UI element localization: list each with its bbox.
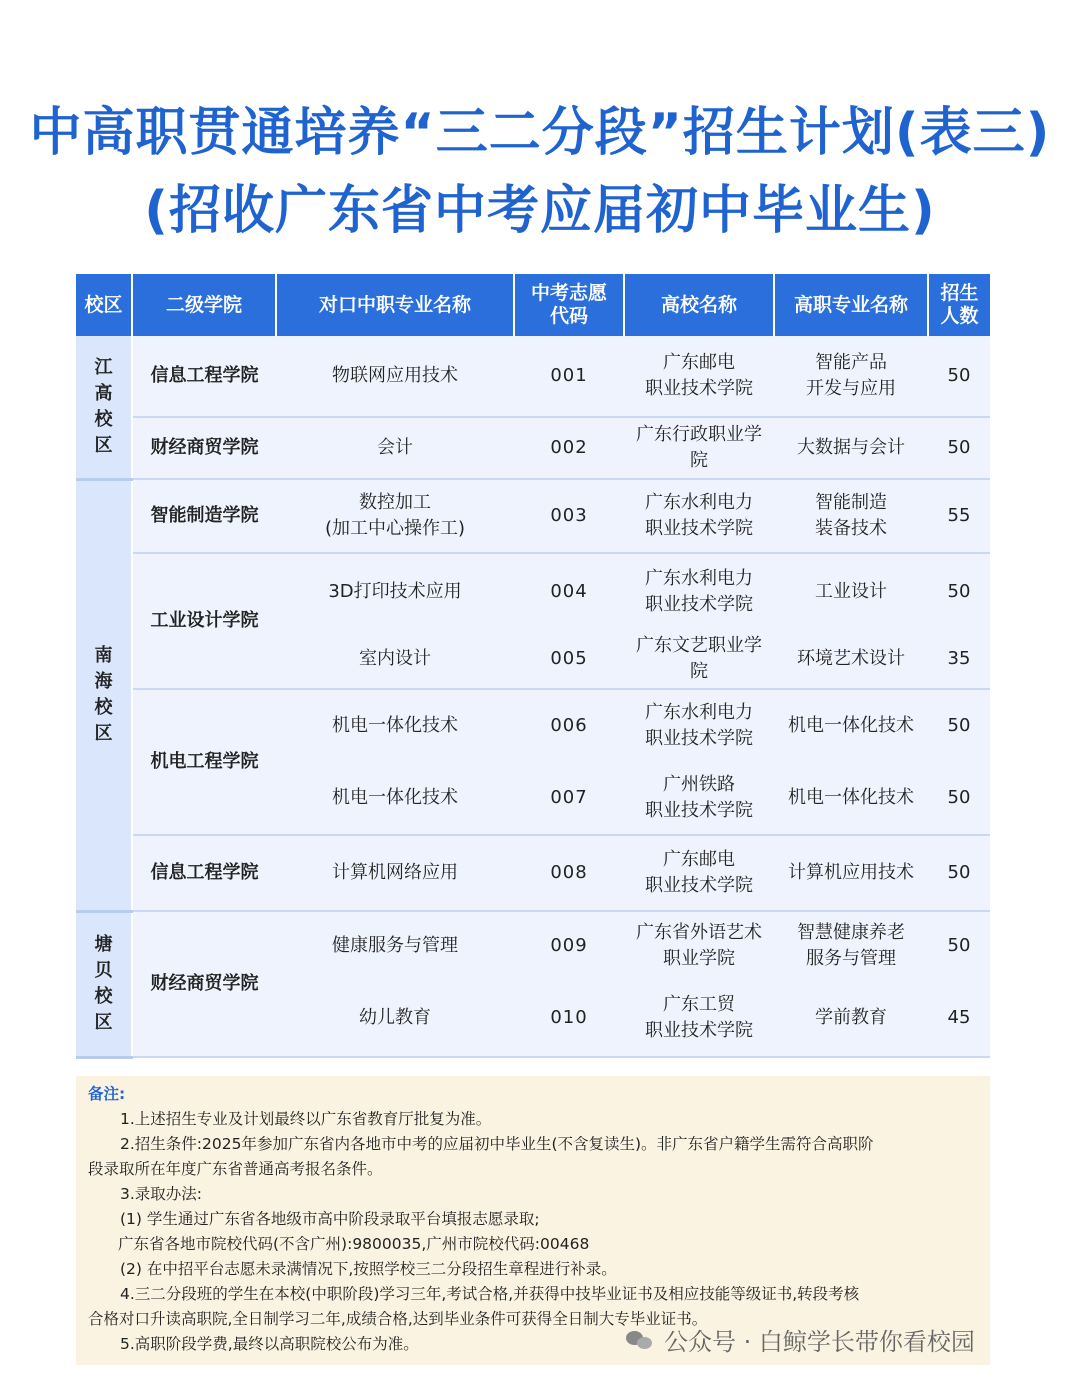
- hmajor-cell: 学前教育: [774, 980, 928, 1057]
- note-2a: 2.招生条件:2025年参加广东省内各地市中考的应届初中毕业生(不含复读生)。非广东省户籍学生需符合高职阶: [120, 1135, 874, 1153]
- note-3c: (2) 在中招平台志愿未录满情况下,按照学校三二分段招生章程进行补录。: [120, 1260, 617, 1278]
- hmajor-cell: 机电一体化技术: [774, 762, 928, 835]
- quota-cell: 50: [928, 911, 990, 980]
- college-cell: 财经商贸学院: [132, 417, 276, 479]
- code-cell: 005: [514, 630, 624, 689]
- quota-cell: 50: [928, 835, 990, 911]
- quota-cell: 50: [928, 417, 990, 479]
- school-cell: 广东水利电力 职业技术学院: [624, 553, 774, 630]
- hmajor-cell: 智能制造 装备技术: [774, 479, 928, 553]
- table-header-row: [76, 274, 990, 336]
- note-1: 1.上述招生专业及计划最终以广东省教育厅批复为准。: [120, 1110, 492, 1128]
- enrollment-plan-table: [76, 274, 990, 1059]
- school-cell: 广东行政职业学院: [624, 417, 774, 479]
- major-cell: 数控加工 (加工中心操作工): [276, 479, 514, 553]
- quota-cell: 50: [928, 762, 990, 835]
- school-cell: 广东水利电力 职业技术学院: [624, 689, 774, 762]
- header-school: 高校名称: [624, 274, 774, 336]
- header-campus: 校区: [76, 274, 132, 336]
- page-subtitle: (招收广东省中考应届初中毕业生): [144, 181, 936, 241]
- header-college: 二级学院: [132, 274, 276, 336]
- code-cell: 004: [514, 553, 624, 630]
- code-cell: 001: [514, 336, 624, 417]
- campus-tangbei: 塘 贝 校 区: [76, 911, 132, 1057]
- hmajor-cell: 智慧健康养老 服务与管理: [774, 911, 928, 980]
- major-cell: 会计: [276, 417, 514, 479]
- table-row: [76, 417, 990, 479]
- watermark-text: 公众号 · 白鲸学长带你看校园: [664, 1328, 975, 1356]
- campus-jianggao: 江 高 校 区: [76, 336, 132, 479]
- hmajor-cell: 大数据与会计: [774, 417, 928, 479]
- page-title: 中高职贯通培养“三二分段”招生计划(表三): [29, 103, 1051, 163]
- header-code: 中考志愿 代码: [514, 274, 624, 336]
- watermark: [626, 1322, 975, 1357]
- code-cell: 003: [514, 479, 624, 553]
- code-cell: 002: [514, 417, 624, 479]
- hmajor-cell: 机电一体化技术: [774, 689, 928, 762]
- major-cell: 幼儿教育: [276, 980, 514, 1057]
- campus-nanhai: 南 海 校 区: [76, 479, 132, 911]
- note-3a: (1) 学生通过广东省各地级市高中阶段录取平台填报志愿录取;: [120, 1210, 540, 1228]
- school-cell: 广东工贸 职业技术学院: [624, 980, 774, 1057]
- table-row: [76, 911, 990, 980]
- notes-heading: 备注:: [88, 1085, 126, 1103]
- note-4a: 4.三二分段班的学生在本校(中职阶段)学习三年,考试合格,并获得中技毕业证书及相应技能等级证书,转段考核: [120, 1285, 860, 1303]
- note-5: 5.高职阶段学费,最终以高职院校公布为准。: [120, 1335, 419, 1353]
- note-3b: 广东省各地市院校代码(不含广州):9800035,广州市院校代码:00468: [118, 1235, 590, 1253]
- college-cell: 信息工程学院: [132, 336, 276, 417]
- note-4b: 合格对口升读高职院,全日制学习二年,成绩合格,达到毕业条件可获得全日制大专毕业证书。: [88, 1310, 708, 1328]
- school-cell: 广东邮电 职业技术学院: [624, 336, 774, 417]
- note-2b: 段录取所在年度广东省普通高考报名条件。: [88, 1160, 383, 1178]
- school-cell: 广东邮电 职业技术学院: [624, 835, 774, 911]
- hmajor-cell: 计算机应用技术: [774, 835, 928, 911]
- quota-cell: 50: [928, 689, 990, 762]
- college-cell: 财经商贸学院: [132, 911, 276, 1057]
- college-cell: 工业设计学院: [132, 553, 276, 689]
- header-quota: 招生 人数: [928, 274, 990, 336]
- quota-cell: 50: [928, 553, 990, 630]
- note-3: 3.录取办法:: [120, 1185, 203, 1203]
- school-cell: 广州铁路 职业技术学院: [624, 762, 774, 835]
- table-row: [76, 553, 990, 630]
- major-cell: 物联网应用技术: [276, 336, 514, 417]
- college-cell: 机电工程学院: [132, 689, 276, 835]
- quota-cell: 45: [928, 980, 990, 1057]
- school-cell: 广东省外语艺术 职业学院: [624, 911, 774, 980]
- college-cell: 智能制造学院: [132, 479, 276, 553]
- table-row: [76, 835, 990, 911]
- hmajor-cell: 工业设计: [774, 553, 928, 630]
- quota-cell: 50: [928, 336, 990, 417]
- major-cell: 3D打印技术应用: [276, 553, 514, 630]
- code-cell: 007: [514, 762, 624, 835]
- hmajor-cell: 智能产品 开发与应用: [774, 336, 928, 417]
- school-cell: 广东文艺职业学院: [624, 630, 774, 689]
- table-row: [76, 479, 990, 553]
- code-cell: 009: [514, 911, 624, 980]
- code-cell: 006: [514, 689, 624, 762]
- major-cell: 室内设计: [276, 630, 514, 689]
- major-cell: 机电一体化技术: [276, 762, 514, 835]
- code-cell: 010: [514, 980, 624, 1057]
- major-cell: 计算机网络应用: [276, 835, 514, 911]
- table-row: [76, 336, 990, 417]
- wechat-icon: [626, 1329, 654, 1351]
- quota-cell: 35: [928, 630, 990, 689]
- code-cell: 008: [514, 835, 624, 911]
- header-major: 对口中职专业名称: [276, 274, 514, 336]
- quota-cell: 55: [928, 479, 990, 553]
- hmajor-cell: 环境艺术设计: [774, 630, 928, 689]
- table-row: [76, 689, 990, 762]
- header-hmajor: 高职专业名称: [774, 274, 928, 336]
- school-cell: 广东水利电力 职业技术学院: [624, 479, 774, 553]
- major-cell: 机电一体化技术: [276, 689, 514, 762]
- major-cell: 健康服务与管理: [276, 911, 514, 980]
- college-cell: 信息工程学院: [132, 835, 276, 911]
